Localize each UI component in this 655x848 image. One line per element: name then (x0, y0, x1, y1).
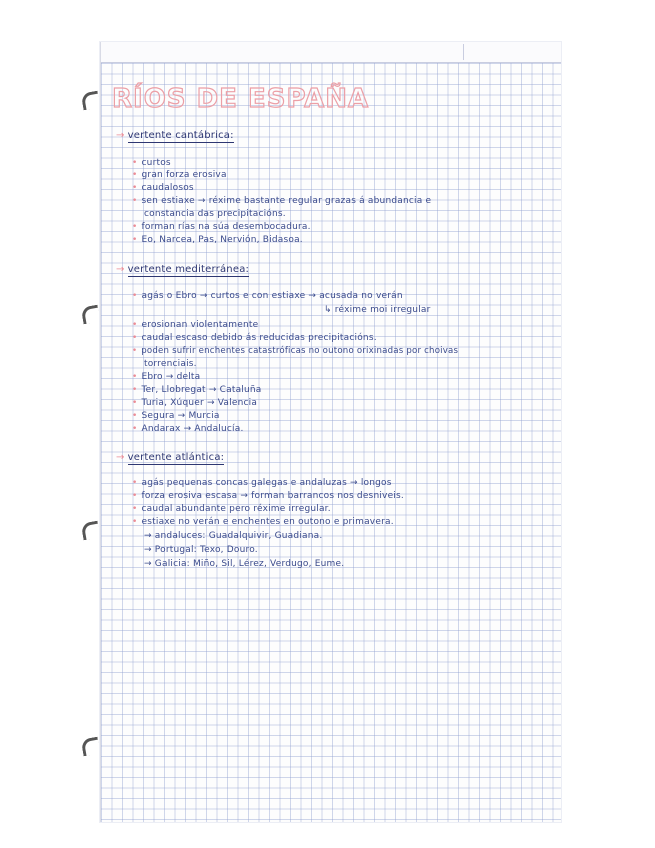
section-heading-cantabrica: → vertente cantábrica: (116, 130, 234, 141)
arrow-icon: → (116, 130, 125, 141)
binder-ring-icon (81, 91, 101, 111)
list-item: • Turia, Xúquer → Valencia (132, 398, 258, 408)
arrow-icon: → (116, 264, 125, 275)
arrow-icon: → (116, 452, 125, 463)
list-item: • sen estiaxe → réxime bastante regular grazas á abundancia e (132, 196, 432, 206)
list-item: • caudalosos (132, 183, 194, 193)
list-item-sub: → andaluces: Guadalquivir, Guadiana. (144, 531, 323, 541)
list-item: • gran forza erosiva (132, 170, 227, 180)
list-item: • forza erosiva escasa → forman barrancos nos desniveis. (132, 491, 404, 501)
binder-ring-icon (81, 521, 101, 541)
page-title: RÍOS DE ESPAÑA (112, 84, 370, 114)
section-heading-atlantica: → vertente atlántica: (116, 452, 225, 463)
binder-ring-icon (81, 305, 101, 325)
list-item: • Eo, Narcea, Pas, Nervión, Bidasoa. (132, 235, 303, 245)
list-item: • Ter, Llobregat → Cataluña (132, 385, 262, 395)
list-item-sub: → Galicia: Miño, Sil, Lérez, Verdugo, Eume. (144, 559, 345, 569)
list-item: • Segura → Murcia (132, 411, 220, 421)
section-heading-mediterranea: → vertente mediterránea: (116, 264, 250, 275)
list-item: • erosionan violentamente (132, 320, 259, 330)
list-item: • poden sufrir enchentes catastróficas no outono orixinadas por choivas (132, 346, 459, 356)
list-item: • curtos (132, 158, 171, 168)
list-item: • Andarax → Andalucía. (132, 424, 244, 434)
list-item-continuation: torrenciais. (144, 359, 197, 369)
header-band (101, 42, 561, 63)
list-item: • agás pequenas concas galegas e andaluzas → longos (132, 478, 392, 488)
list-item: • caudal escaso debido ás reducidas precipitacións. (132, 333, 377, 343)
list-item-sub: ↳ réxime moi irregular (324, 305, 431, 315)
list-item: • agás o Ebro → curtos e con estiaxe → acusada no verán (132, 291, 403, 301)
list-item: • estiaxe no verán e enchentes en outono e primavera. (132, 517, 394, 527)
list-item-continuation: constancia das precipitacións. (144, 209, 286, 219)
binder-ring-icon (81, 737, 101, 757)
list-item: • forman rías na súa desembocadura. (132, 222, 311, 232)
list-item: • caudal abundante pero réxime irregular. (132, 504, 331, 514)
list-item: • Ebro → delta (132, 372, 201, 382)
list-item-sub: → Portugal: Texo, Douro. (144, 545, 258, 555)
